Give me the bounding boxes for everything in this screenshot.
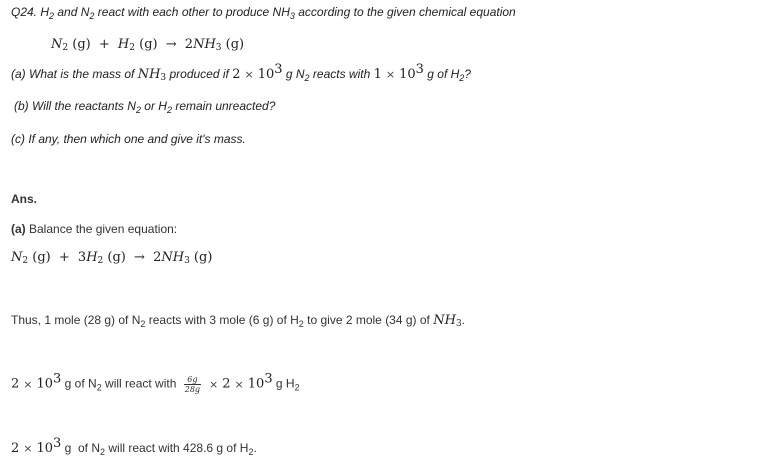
question-part-b: (b) Will the reactants $N_2$ or $H_2$ remain unreacted? [14,99,276,115]
question-part-c: (c) If any, then which one and give it's mass. [11,132,246,146]
balanced-equation: N2 (g) + 3H2 (g) → 2NH3 (g) [11,250,213,266]
h2-requirement-result: $2 \times 10^3$ g of $N_2$ will react with 428.6 g of $H_2$. [11,436,257,457]
fraction: $\frac{6g}{28g}$ [184,375,201,394]
given-equation: N2 (g) + H2 (g) → 2NH3 (g) [51,37,245,53]
answer-label: Ans. [11,192,38,206]
answer-step-a: (a) Balance the given equation: [11,222,178,236]
question-part-a: (a) What is the mass of NH3 produced if $2 \times 10^3$ g $N_2$ reacts with $1 \times 10^3$ g of $H_2$? [11,62,471,83]
mole-ratio-statement: Thus, 1 mole (28 g) of $N_2$ reacts with 3 mole (6 g) of $H_2$ to give 2 mole (34 g) of NH3. [11,313,466,329]
question-number: Q24. [11,5,38,19]
h2-requirement-calculation: $2 \times 10^3$ g of $N_2$ will react with $\frac{6g}{28g}$ × $2 \times 10^3$ g $H_2$ [11,371,300,394]
question-intro: Q24. $H_2$ and $N_2$ react with each other to produce $NH_3$ according to the given chemical equation [11,5,516,21]
